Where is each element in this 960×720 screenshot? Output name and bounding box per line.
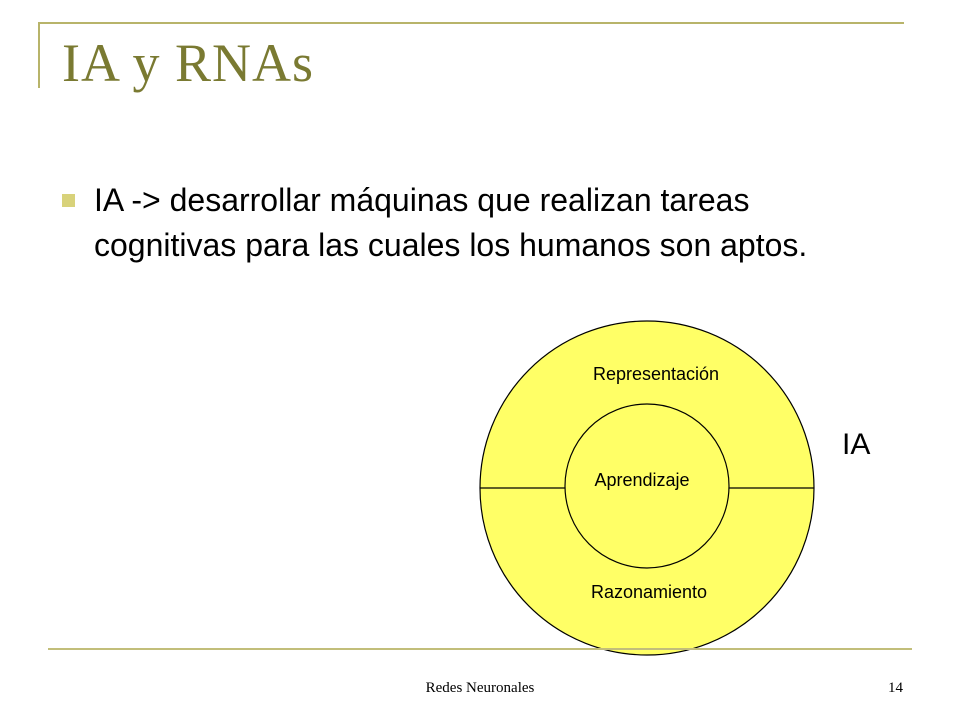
label-representacion: Representación — [592, 364, 720, 384]
footer-text: Redes Neuronales — [425, 680, 535, 696]
footer-divider-line — [48, 648, 912, 650]
page-number: 14 — [888, 680, 903, 696]
label-razonamiento: Razonamiento — [590, 582, 708, 602]
slide-title: IA y RNAs — [62, 33, 315, 93]
label-aprendizaje: Aprendizaje — [594, 470, 690, 490]
label-ia: IA — [842, 428, 871, 461]
bullet-text: IA -> desarrollar máquinas que realizan tareas cognitivas para las cuales los humanos son aptos. — [94, 182, 808, 263]
